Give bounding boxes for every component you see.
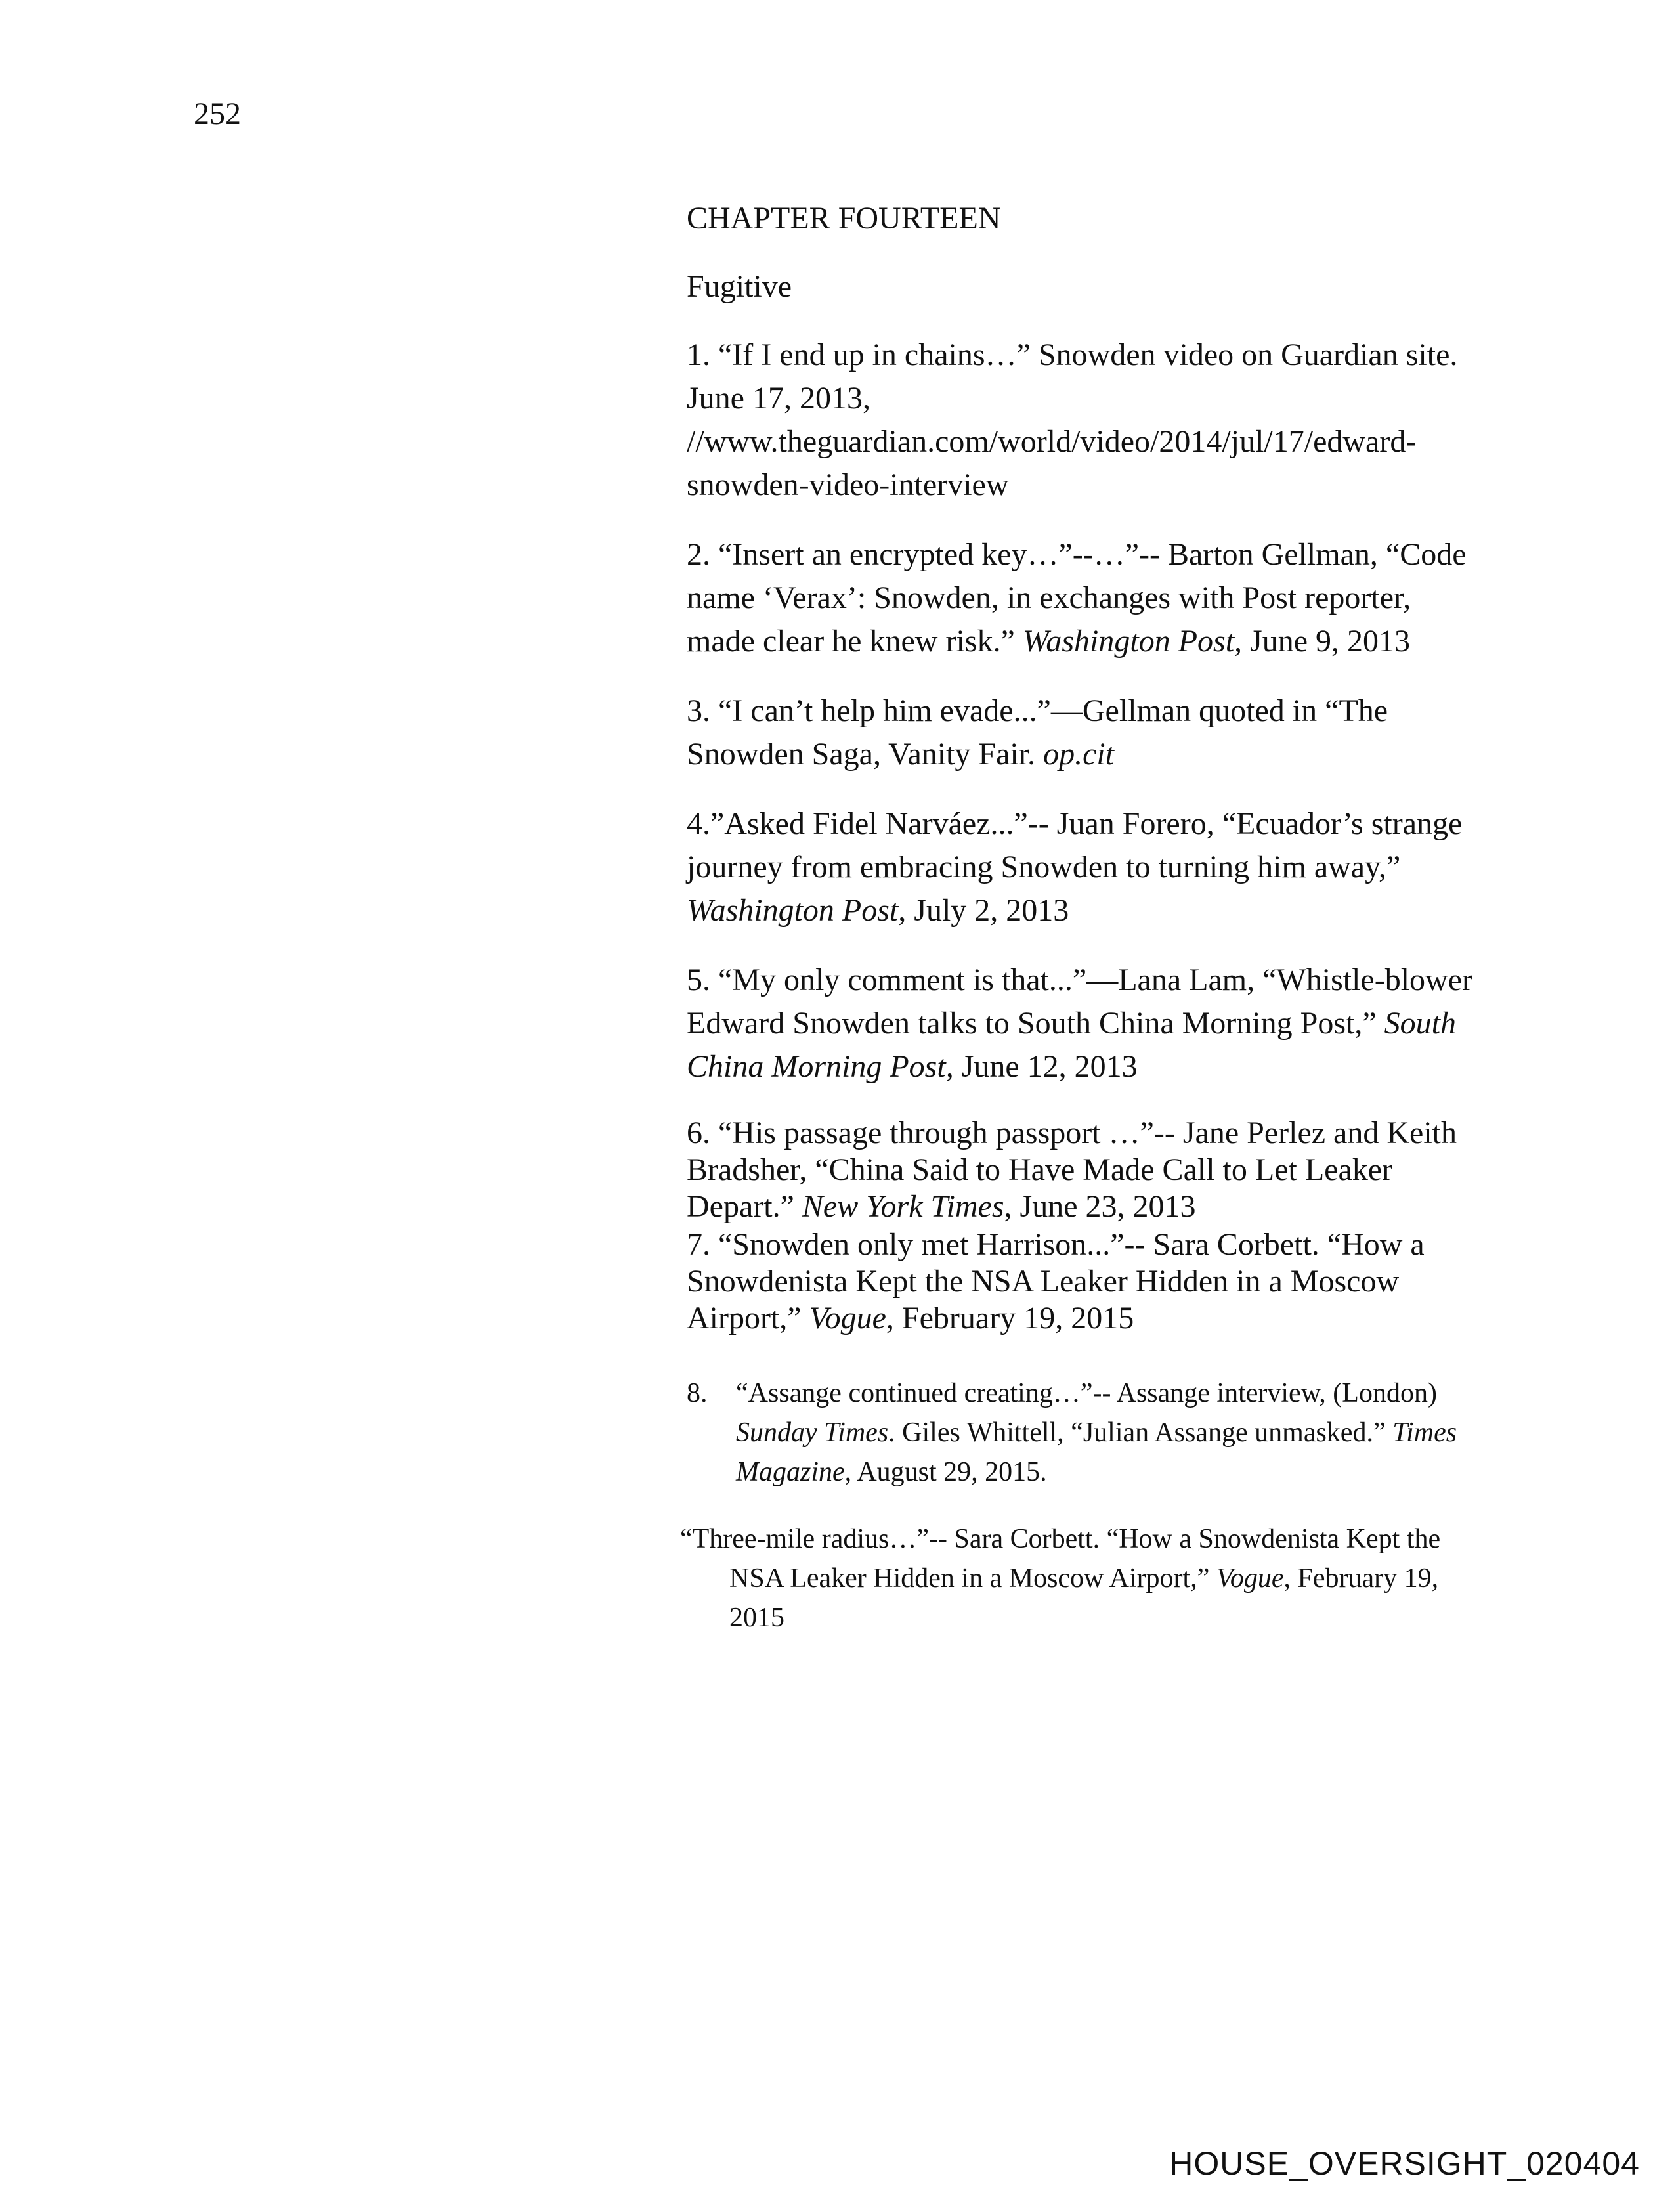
chapter-title: CHAPTER FOURTEEN xyxy=(687,201,1001,236)
document-id-stamp: HOUSE_OVERSIGHT_020404 xyxy=(1169,2145,1640,2182)
endnote-8: 8. “Assange continued creating…”-- Assange interview, (London) Sunday Times. Giles Whittell, “Julian Assange unmasked.” Times Magazine, August 29, 2015. xyxy=(687,1378,1457,1487)
endnote-unnumbered: “Three-mile radius…”-- Sara Corbett. “How a Snowdenista Kept the NSA Leaker Hidden in a Moscow Airport,” Vogue, February 19, 2015 xyxy=(680,1524,1441,1633)
endnote-4: 4.”Asked Fidel Narváez...”-- Juan Forero, “Ecuador’s strange journey from embracing Snowden to turning him away,” Washington Post, July 2, 2013 xyxy=(687,806,1463,928)
chapter-subtitle: Fugitive xyxy=(687,269,792,304)
page-number: 252 xyxy=(194,97,241,131)
endnote-2: 2. “Insert an encrypted key…”--…”-- Barton Gellman, “Code name ‘Verax’: Snowden, in exchanges with Post reporter, made clear he knew risk.” Washington Post, June 9, 2013 xyxy=(687,537,1467,659)
endnote-1: 1. “If I end up in chains…” Snowden video on Guardian site. June 17, 2013, //www.theguardian.com/world/video/2014/jul/17/edward-snowden-video-interview xyxy=(687,337,1458,502)
endnotes-section xyxy=(680,197,1481,1637)
endnote-3: 3. “I can’t help him evade...”—Gellman quoted in “The Snowden Saga, Vanity Fair. op.cit xyxy=(687,693,1388,771)
endnote-7: 7. “Snowden only met Harrison...”-- Sara Corbett. “How a Snowdenista Kept the NSA Leaker Hidden in a Moscow Airport,” Vogue, February 19, 2015 xyxy=(687,1227,1425,1335)
endnote-6: 6. “His passage through passport …”-- Jane Perlez and Keith Bradsher, “China Said to Have Made Call to Let Leaker Depart.” New York Times, June 23, 2013 xyxy=(687,1116,1457,1224)
endnote-5: 5. “My only comment is that...”—Lana Lam, “Whistle-blower Edward Snowden talks to South China Morning Post,” South China Morning Post, June 12, 2013 xyxy=(687,963,1472,1084)
